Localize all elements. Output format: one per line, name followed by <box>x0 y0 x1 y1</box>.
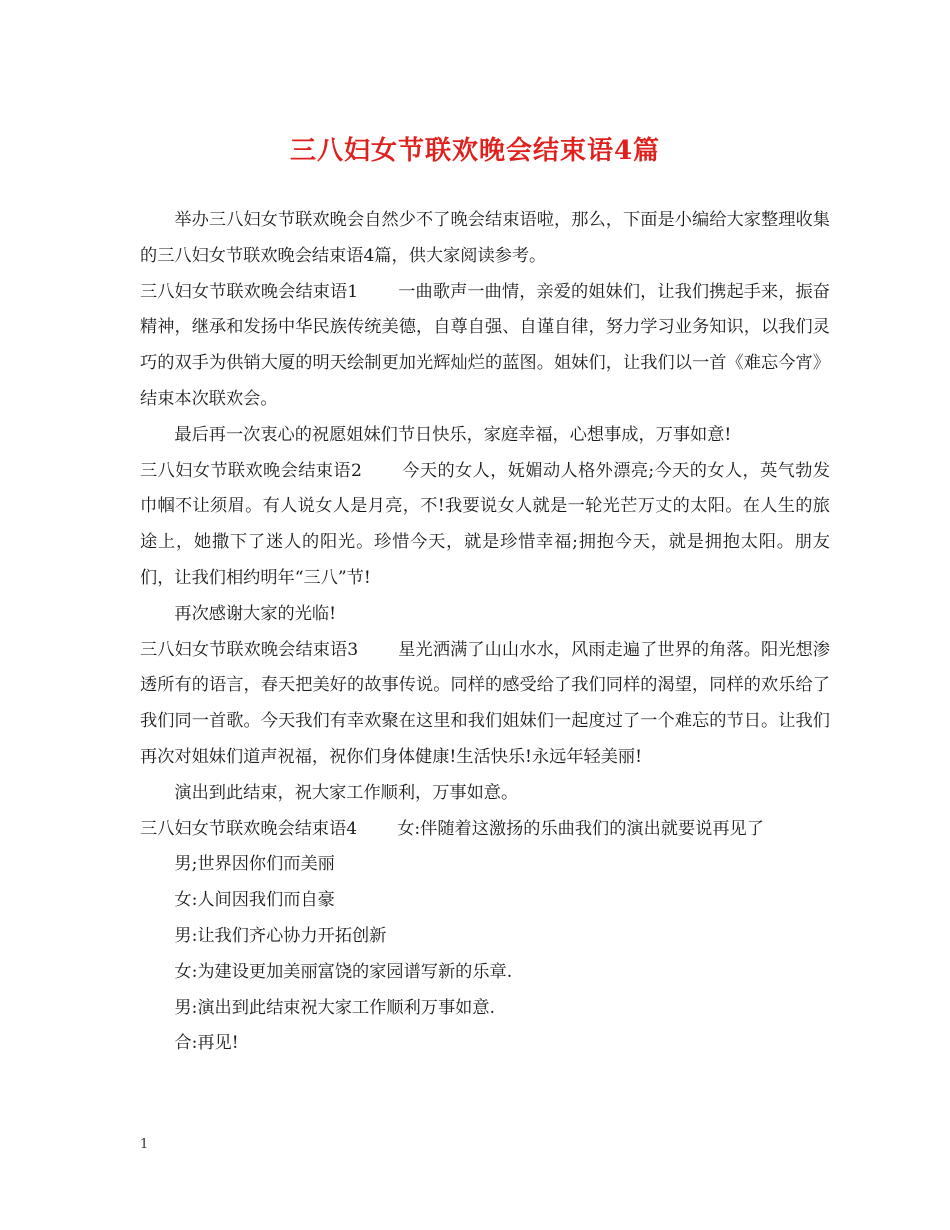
section-3-heading: 三八妇女节联欢晚会结束语3 <box>140 639 359 660</box>
dialogue-line: 女:为建设更加美丽富饶的家园谱写新的乐章. <box>174 961 513 982</box>
section-2-paragraph <box>140 454 830 597</box>
section-2-heading: 三八妇女节联欢晚会结束语2 <box>140 460 362 481</box>
section-4-heading: 三八妇女节联欢晚会结束语4 <box>140 818 358 839</box>
section-2-closing: 再次感谢大家的光临! <box>174 603 336 624</box>
dialogue-line: 合:再见! <box>174 1033 239 1054</box>
dialogue-line: 男;世界因你们而美丽 <box>174 854 335 875</box>
section-3-paragraph <box>140 633 830 776</box>
section-4-paragraph <box>140 812 830 848</box>
dialogue-line: 男:演出到此结束祝大家工作顺利万事如意. <box>174 997 496 1018</box>
section-1-closing: 最后再一次衷心的祝愿姐妹们节日快乐，家庭幸福，心想事成，万事如意! <box>174 424 732 445</box>
dialogue-line: 女:人间因我们而自豪 <box>174 890 335 911</box>
dialogue-line: 男:让我们齐心协力开拓创新 <box>174 925 387 946</box>
page-number: 1 <box>140 1137 149 1152</box>
page-title: 三八妇女节联欢晚会结束语4篇 <box>289 136 661 166</box>
intro-paragraph: 举办三八妇女节联欢晚会自然少不了晚会结束语啦，那么，下面是小编给大家整理收集的三八妇女节联欢晚会结束语4篇，供大家阅读参考。 <box>140 210 830 266</box>
section-3-closing: 演出到此结束，祝大家工作顺利，万事如意。 <box>174 782 519 803</box>
section-1-text: 一曲歌声一曲情，亲爱的姐妹们，让我们携起手来，振奋精神，继承和发扬中华民族传统美德，自尊自强、自谨自律，努力学习业务知识，以我们灵巧的双手为供销大厦的明天绘制更加光辉灿烂的蓝图。姐妹们，让我们以一首《难忘今宵》结束本次联欢会。 <box>140 281 830 409</box>
section-2-text: 今天的女人，妩媚动人格外漂亮;今天的女人，英气勃发巾帼不让须眉。有人说女人是月亮，不!我要说女人就是一轮光芒万丈的太阳。在人生的旅途上，她撒下了迷人的阳光。珍惜今天，就是珍惜幸福;拥抱今天，就是拥抱太阳。朋友们，让我们相约明年“三八”节! <box>140 460 831 588</box>
section-4-text: 女:伴随着这激扬的乐曲我们的演出就要说再见了 <box>397 818 764 839</box>
document-body <box>140 203 830 1062</box>
section-1-heading: 三八妇女节联欢晚会结束语1 <box>140 281 359 302</box>
section-1-paragraph <box>140 275 830 418</box>
section-3-text: 星光洒满了山山水水，风雨走遍了世界的角落。阳光想渗透所有的语言，春天把美好的故事传说。同样的感受给了我们同样的渴望，同样的欢乐给了我们同一首歌。今天我们有幸欢聚在这里和我们姐妹们一起度过了一个难忘的节日。让我们再次对姐妹们道声祝福，祝你们身体健康!生活快乐!永远年轻美丽! <box>140 639 830 767</box>
